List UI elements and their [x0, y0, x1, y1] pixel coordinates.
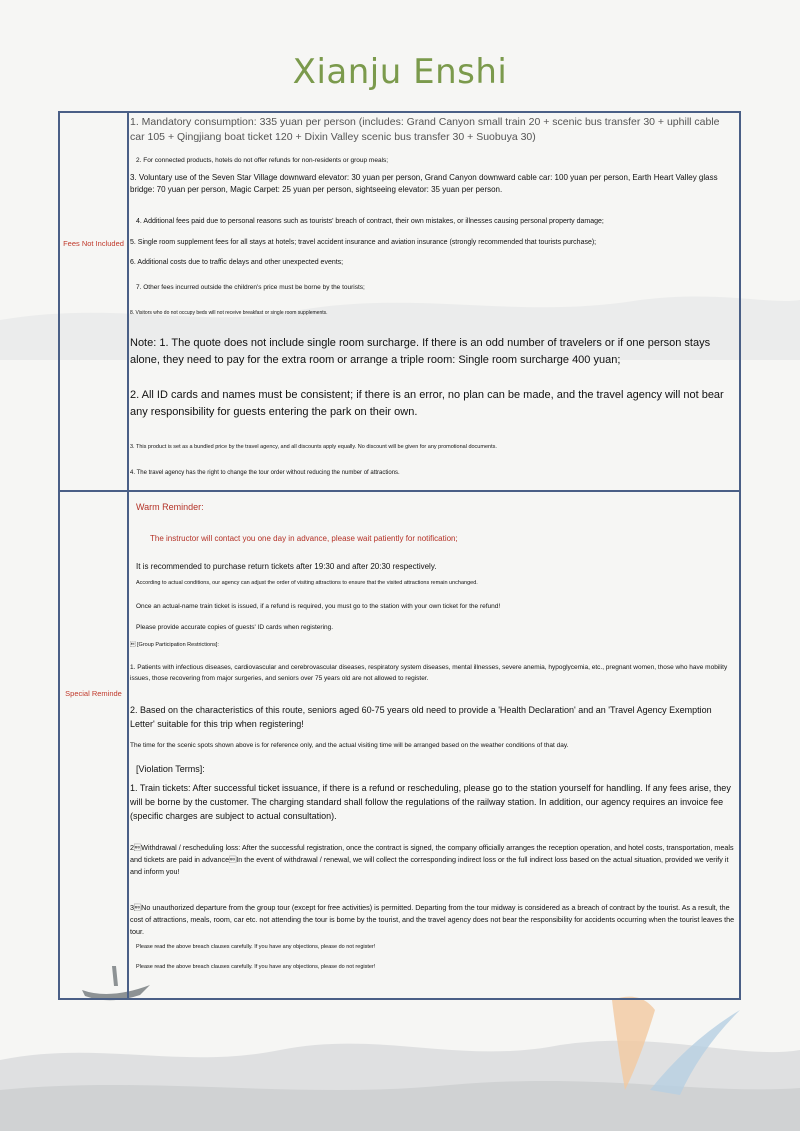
section-divider [60, 490, 739, 492]
train-refund-notice: Once an actual-name train ticket is issued, if a refund is required, you must go to the station with your own ticket for the refund! [136, 603, 501, 610]
time-reference-note: The time for the scenic spots shown above is for reference only, and the actual visiting time will be arranged based on the weather conditions of that day. [130, 742, 569, 749]
return-ticket-advice: It is recommended to purchase return tickets after 19:30 and after 20:30 respectively. [136, 562, 437, 571]
note-1: Note: 1. The quote does not include single room surcharge. If there is an odd number of travelers or if one person stays alone, they need to pay for the extra room or arrange a triple room: Single room surcharge 400 yuan; [130, 337, 711, 366]
note-2: 2. All ID cards and names must be consistent; if there is an error, no plan can be made, and the travel agency will not bear any responsibility for guests entering the park on their own. [130, 389, 724, 418]
warm-reminder-heading: Warm Reminder: [136, 502, 204, 512]
info-table [58, 111, 741, 1000]
violation-terms-heading: [Violation Terms]: [136, 764, 205, 774]
fee-item-2: 2. For connected products, hotels do not offer refunds for non-residents or group meals; [136, 157, 389, 164]
note-3: 3. This product is set as a bundled price by the travel agency, and all discounts apply equally. No discount will be given for any promotional documents. [130, 444, 497, 450]
fee-item-1: 1. Mandatory consumption: 335 yuan per person (includes: Grand Canyon small train 20 + scenic bus transfer 30 + uphill cable car 105 + Qingjiang boat ticket 120 + Dixin Valley scenic bus transfer 30 + Suobuya 30) [130, 116, 720, 143]
fee-item-6: 6. Additional costs due to traffic delays and other unexpected events; [130, 259, 344, 266]
section-label-fees: Fees Not Included [63, 239, 124, 248]
page-title: Xianju Enshi [292, 52, 508, 92]
violation-term-1: 1. Train tickets: After successful ticket issuance, if there is a refund or rescheduling, please go to the station yourself for handling. If any fees arise, they will be borne by the customer. The charging standard shall follow the regulations of the railway station. In addition, our agency requires an invoice fee (specific charges are subject to actual consultation). [130, 783, 731, 821]
order-adjust-notice: According to actual conditions, our agency can adjust the order of visiting attractions to ensure that the visited attractions remain unchanged. [136, 580, 478, 586]
violation-term-3: 3No unauthorized departure from the group tour (except for free activities) is permitted. Departing from the tour midway is considered as a breach of contract by the tourist. As a result, the cost of attractions, meals, room, car etc. not attending the tour is borne by the tourist, and the travel agency does not bear the responsibility for accidents occurring when the tourist leaves the tour. [130, 903, 735, 936]
violation-term-2: 2Withdrawal / rescheduling loss: After the successful registration, once the contract is signed, the company officially arranges the reception operation, and hotel costs, transportation, meals and tickets are paid in advanceIn the event of withdrawal / renewal, we will collect the corresponding indirect loss or the full indirect loss based on the actual situation, provided we verify it and inform you! [130, 843, 734, 876]
fee-item-8: 8. Visitors who do not occupy beds will not receive breakfast or single room supplements. [130, 310, 328, 316]
fee-item-5: 5. Single room supplement fees for all stays at hotels; travel accident insurance and aviation insurance (strongly recommended that tourists purchase); [130, 239, 597, 246]
restrictions-heading:  [Group Participation Restrictions]: [130, 642, 219, 648]
restriction-2: 2. Based on the characteristics of this route, seniors aged 60-75 years old need to provide a 'Health Declaration' and an 'Travel Agency Exemption Letter' suitable for this trip when registering! [130, 705, 712, 729]
note-4: 4. The travel agency has the right to change the tour order without reducing the number of attractions. [130, 470, 400, 476]
restriction-1: 1. Patients with infectious diseases, cardiovascular and cerebrovascular diseases, respiratory system diseases, mental illnesses, severe anemia, hypoglycemia, etc., pregnant women, those who have mobility issues, those recovering from major surgeries, and seniors over 75 years old are not allowed to register. [130, 664, 728, 682]
breach-read-notice-2: Please read the above breach clauses carefully. If you have any objections, please do not register! [136, 964, 376, 970]
instructor-notice: The instructor will contact you one day in advance, please wait patiently for notification; [150, 534, 458, 543]
fee-item-3: 3. Voluntary use of the Seven Star Village downward elevator: 30 yuan per person, Grand Canyon downward cable car: 100 yuan per person, Earth Heart Valley glass bridge: 70 yuan per person, Magic Carpet: 25 yuan per person, sightseeing elevator: 35 yuan per person. [130, 173, 718, 194]
fee-item-4: 4. Additional fees paid due to personal reasons such as tourists' breach of contract, their own mistakes, or illnesses causing personal property damage; [136, 218, 604, 225]
section-label-reminders: Special Reminde [65, 689, 122, 698]
id-copies-notice: Please provide accurate copies of guests' ID cards when registering. [136, 624, 334, 631]
fee-item-7: 7. Other fees incurred outside the children's price must be borne by the tourists; [136, 284, 365, 291]
breach-read-notice-1: Please read the above breach clauses carefully. If you have any objections, please do not register! [136, 944, 376, 950]
